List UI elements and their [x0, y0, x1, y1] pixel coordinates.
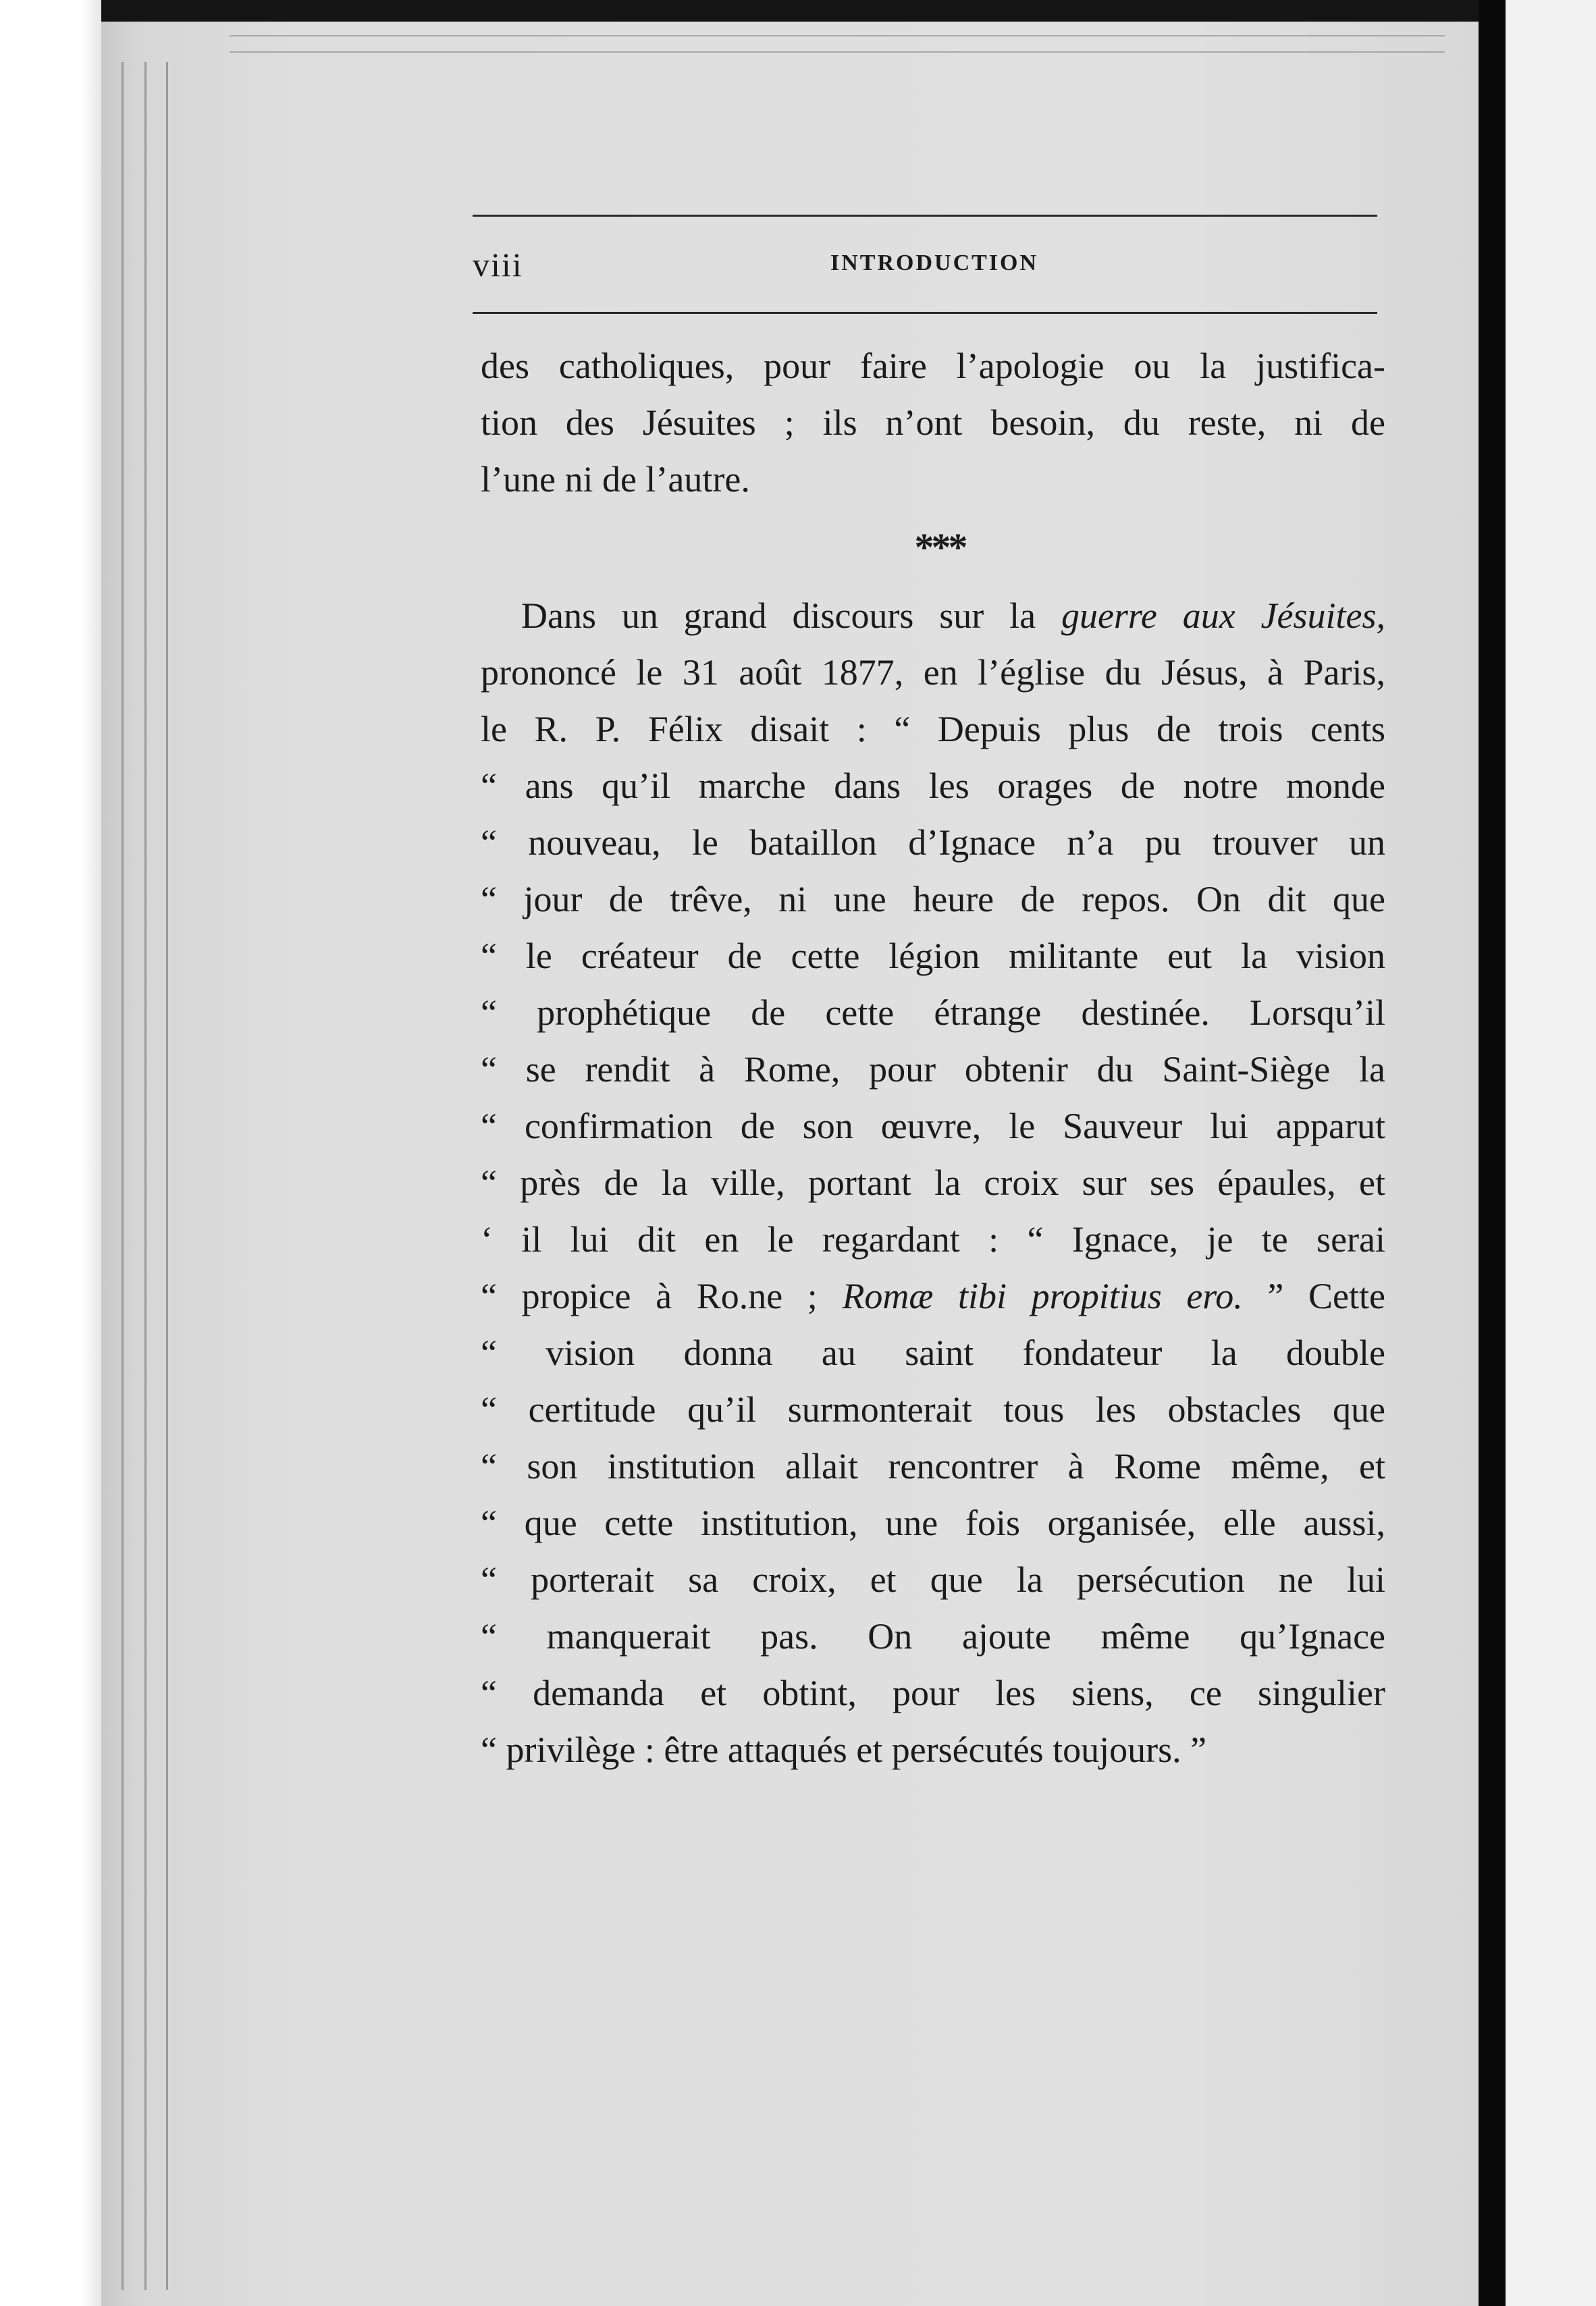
text-line: “ demanda et obtint, pour les siens, ce singulier: [481, 1673, 1385, 1713]
page-edge-line: [122, 62, 124, 2290]
text-span: “ propice à Ro.ne ;: [481, 1276, 843, 1316]
text-line: “ prophétique de cette étrange destinée. Lorsqu’il: [481, 992, 1385, 1033]
text-line: “ porterait sa croix, et que la persécution ne lui: [481, 1559, 1385, 1600]
text-line: “ certitude qu’il surmonterait tous les obstacles que: [481, 1389, 1385, 1430]
header-top-rule: [473, 215, 1377, 217]
page-edge-line: [144, 62, 147, 2290]
text-span: ” Cette: [1242, 1276, 1385, 1316]
asterism-separator: ***: [914, 525, 965, 569]
header-bottom-rule: [473, 312, 1377, 314]
text-line: tion des Jésuites ; ils n’ont besoin, du reste, ni de: [481, 402, 1385, 443]
text-line: “ ans qu’il marche dans les orages de notre monde: [481, 766, 1385, 806]
page-top-line: [230, 51, 1445, 53]
running-head: [473, 240, 1377, 300]
text-line: “ nouveau, le bataillon d’Ignace n’a pu trouver un: [481, 822, 1385, 863]
text-line: des catholiques, pour faire l’apologie ou la justifica-: [481, 346, 1385, 386]
text-line: le R. P. Félix disait : “ Depuis plus de trois cents: [481, 709, 1385, 749]
text-line: prononcé le 31 août 1877, en l’église du Jésus, à Paris,: [481, 652, 1385, 693]
page-edge-line: [166, 62, 168, 2290]
text-line: “ que cette institution, une fois organisée, elle aussi,: [481, 1503, 1385, 1543]
body-text: [481, 338, 1385, 1778]
italic-quote: Romæ tibi propitius ero.: [842, 1276, 1243, 1316]
text-line: “ se rendit à Rome, pour obtenir du Saint-Siège la: [481, 1049, 1385, 1090]
scan-top-border: [101, 0, 1479, 22]
text-line: “ son institution allait rencontrer à Rome même, et: [481, 1446, 1385, 1486]
text-line: “ vision donna au saint fondateur la double: [481, 1333, 1385, 1373]
text-line: [481, 587, 1385, 644]
scan-left-margin: [0, 0, 101, 2306]
text-line: “ privilège : être attaqués et persécutés toujours. ”: [481, 1730, 1207, 1770]
scan-right-margin: [1506, 0, 1596, 2306]
text-line: ‘ il lui dit en le regardant : “ Ignace, je te serai: [481, 1219, 1385, 1260]
text-span: Dans un grand discours sur la: [521, 595, 1061, 636]
italic-title: guerre aux Jésuites,: [1061, 595, 1385, 636]
page-top-line: [230, 35, 1445, 36]
page-number: viii: [473, 246, 523, 284]
text-line: “ le créateur de cette légion militante eut la vision: [481, 936, 1385, 976]
text-line: “ confirmation de son œuvre, le Sauveur lui apparut: [481, 1106, 1385, 1146]
text-line: “ près de la ville, portant la croix sur ses épaules, et: [481, 1162, 1385, 1203]
text-line: l’une ni de l’autre.: [481, 459, 750, 500]
text-line: “ manquerait pas. On ajoute même qu’Ignace: [481, 1616, 1385, 1657]
text-line: “ jour de trêve, ni une heure de repos. On dit que: [481, 879, 1385, 919]
running-title: INTRODUCTION: [830, 250, 1039, 275]
scan-right-gutter: [1479, 0, 1506, 2306]
text-line: [481, 1268, 1385, 1324]
